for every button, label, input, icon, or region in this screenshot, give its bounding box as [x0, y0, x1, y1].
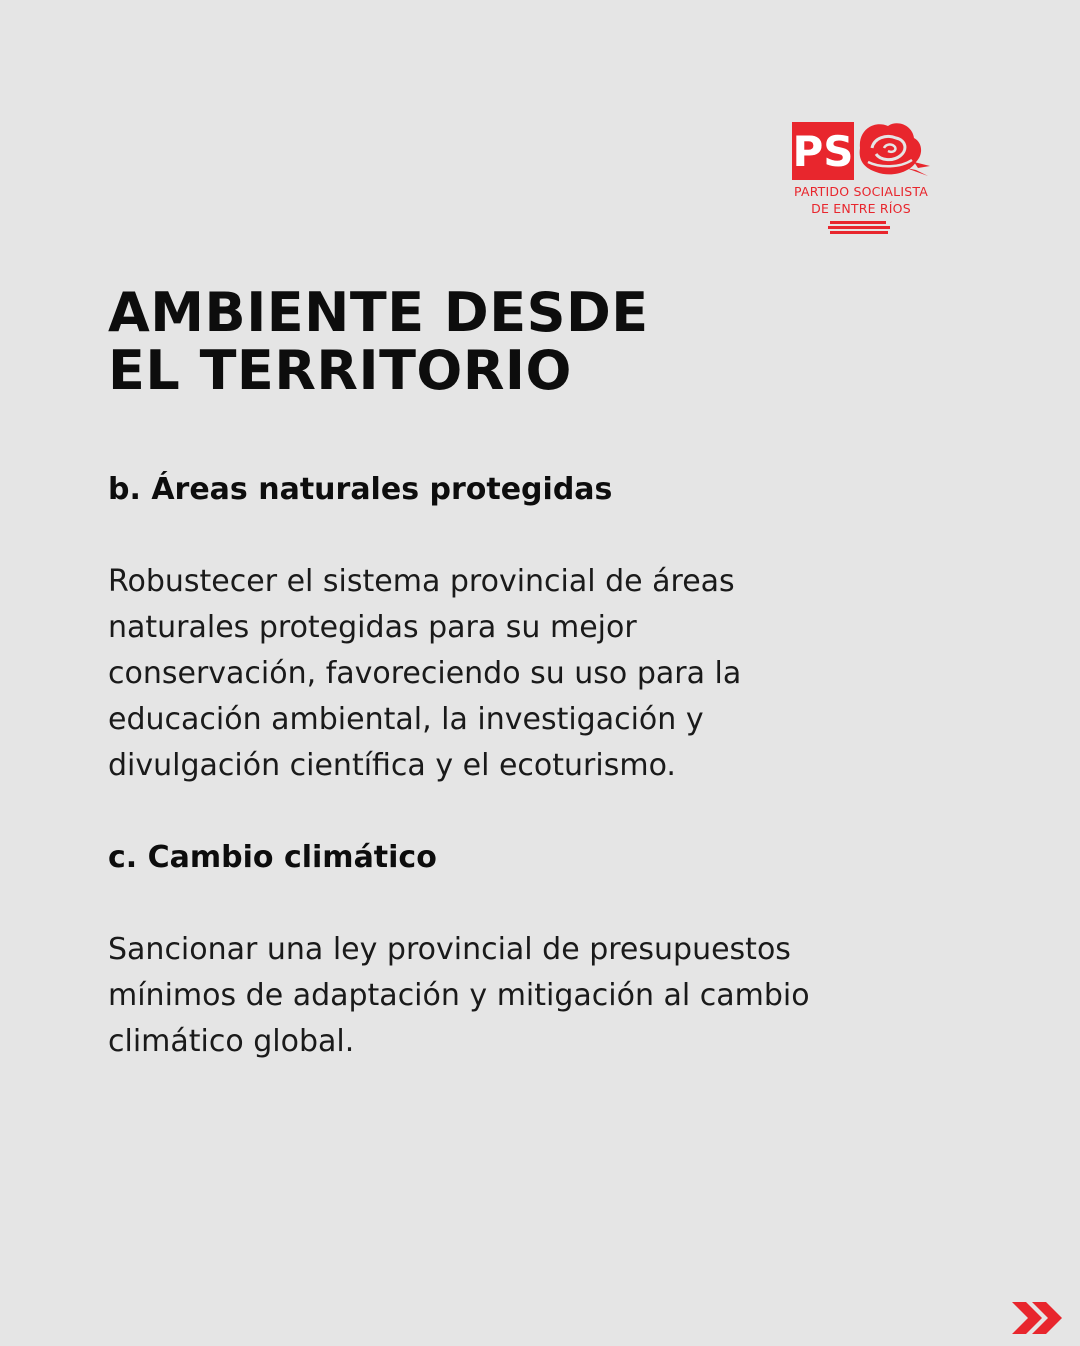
- logo-name-line2: DE ENTRE RÍOS: [811, 201, 911, 216]
- text-line: educación ambiental, la investigación y: [108, 702, 704, 737]
- party-logo: [788, 118, 934, 238]
- text-line: Robustecer el sistema provincial de áreas: [108, 564, 735, 599]
- page-title: [108, 281, 649, 402]
- text-line: Sancionar una ley provincial de presupuestos: [108, 932, 791, 967]
- section-text-protected-areas: [108, 559, 741, 789]
- text-line: climático global.: [108, 1024, 355, 1059]
- text-line: naturales protegidas para su mejor: [108, 610, 637, 645]
- double-chevron-right-icon: [1008, 1298, 1068, 1338]
- logo-mark-text: PS: [792, 127, 854, 176]
- text-line: conservación, favoreciendo su uso para la: [108, 656, 742, 691]
- ps-rose-logo-mark: [788, 118, 934, 184]
- text-line: mínimos de adaptación y mitigación al cambio: [108, 978, 810, 1013]
- section-heading-protected-areas: b. Áreas naturales protegidas: [108, 472, 613, 507]
- section-heading-climate-change: c. Cambio climático: [108, 840, 437, 875]
- page-title-line2: EL TERRITORIO: [108, 339, 572, 402]
- logo-stripes: [828, 220, 892, 234]
- text-line: divulgación científica y el ecoturismo.: [108, 748, 676, 783]
- page-title-line1: AMBIENTE DESDE: [108, 281, 649, 344]
- next-slide-button[interactable]: [1008, 1298, 1068, 1338]
- rose-icon: [860, 123, 930, 176]
- section-text-climate-change: [108, 927, 810, 1065]
- logo-name-line1: PARTIDO SOCIALISTA: [794, 184, 928, 199]
